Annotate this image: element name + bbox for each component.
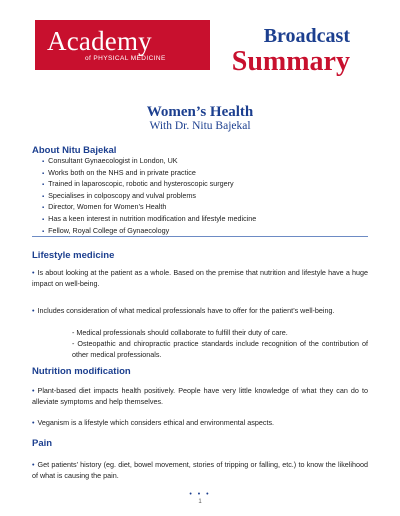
bullet-icon: • — [32, 306, 35, 315]
list-item: ▪ Specialises in colposcopy and vulval problems — [42, 191, 256, 203]
list-item: ▪ Has a keen interest in nutrition modification and lifestyle medicine — [42, 214, 256, 226]
list-item: ▪ Consultant Gynaecologist in London, UK — [42, 156, 256, 168]
list-item: ▪ Fellow, Royal College of Gynaecology — [42, 226, 256, 238]
document-subtitle: With Dr. Nitu Bajekal — [149, 120, 251, 132]
summary-heading: Summary — [231, 46, 350, 77]
bullet-icon: • — [32, 268, 35, 277]
broadcast-heading: Broadcast — [263, 25, 350, 47]
document-title: Women’s Health — [146, 104, 254, 120]
logo-subtitle: of PHYSICAL MEDICINE — [85, 55, 166, 62]
list-item: ▪ Director, Women for Women’s Health — [42, 202, 256, 214]
nutrition-heading: Nutrition modification — [32, 366, 131, 377]
logo-wordmark: Academy — [47, 26, 152, 56]
section-divider — [32, 236, 368, 237]
lifestyle-paragraph-1: • Is about looking at the patient as a whole. Based on the premise that nutrition and lifestyle have a huge impact on well-being. — [32, 268, 368, 288]
lifestyle-paragraph-2: • Includes consideration of what medical professionals have to offer for the patient’s well-being. — [32, 306, 335, 315]
lifestyle-heading: Lifestyle medicine — [32, 250, 115, 261]
about-list — [42, 156, 256, 237]
bullet-icon: • — [32, 418, 35, 427]
lifestyle-subpoint-1: - Medical professionals should collaborate to fulfill their duty of care. — [72, 328, 288, 337]
lifestyle-subpoint-2: - Osteopathic and chiropractic practice standards include recognition of the contribution of other medical professionals. — [72, 339, 368, 359]
list-item: ▪ Works both on the NHS and in private practice — [42, 168, 256, 180]
academy-logo — [35, 20, 210, 70]
bullet-icon: • — [32, 386, 35, 395]
nutrition-paragraph-2: • Veganism is a lifestyle which considers ethical and environmental aspects. — [32, 418, 275, 427]
bullet-icon: • — [32, 460, 35, 469]
nutrition-paragraph-1: • Plant-based diet impacts health positively. People have very little knowledge of what they can do to alleviate symptoms and help themselves. — [32, 386, 368, 406]
pain-paragraph-1: • Get patients’ history (eg. diet, bowel movement, stories of tripping or falling, etc.) to know the likelihood of what is causing the pain. — [32, 460, 368, 480]
footer-dots: • • • — [189, 491, 211, 498]
page-number: 1 — [198, 499, 202, 505]
about-heading: About Nitu Bajekal — [32, 145, 117, 156]
pain-heading: Pain — [32, 438, 53, 449]
list-item: ▪ Trained in laparoscopic, robotic and hysteroscopic surgery — [42, 179, 256, 191]
